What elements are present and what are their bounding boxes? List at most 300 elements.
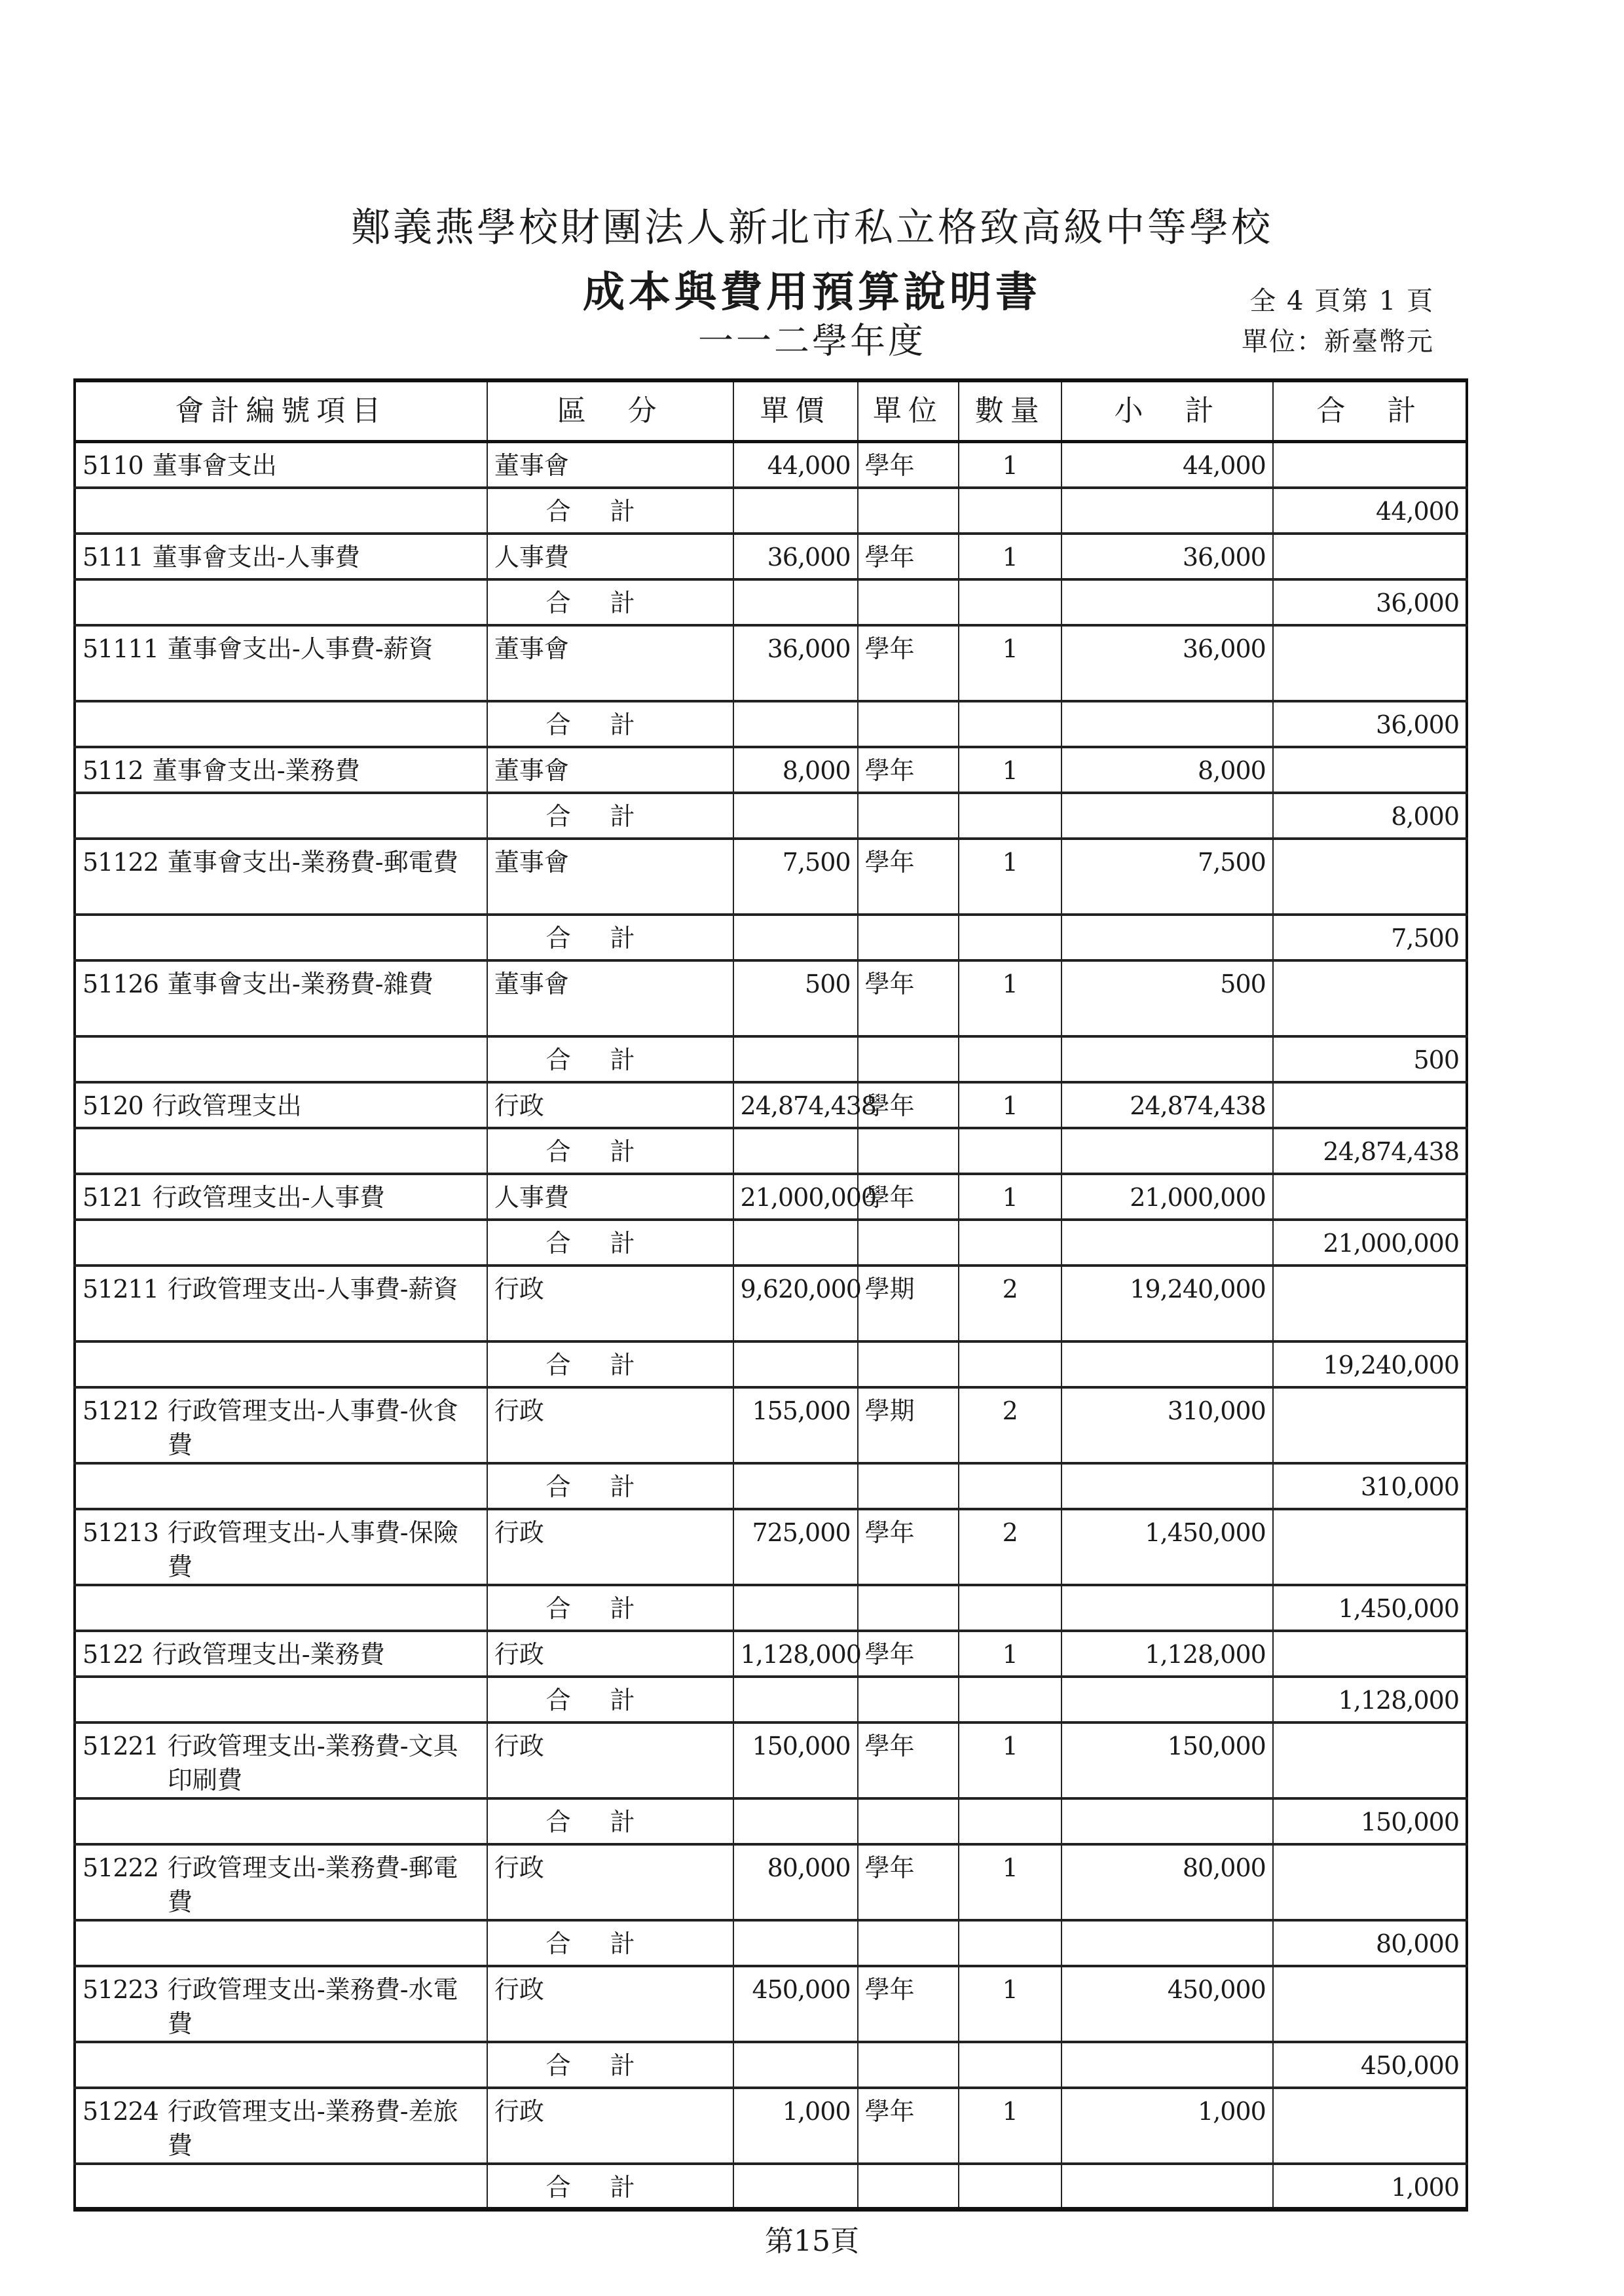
subtotal-row — [75, 1798, 1467, 1844]
page-info: 全 4 頁第 1 頁 — [1249, 286, 1434, 316]
account-name: 行政管理支出-業務費-文具印刷費 — [167, 1731, 458, 1795]
empty-cell — [959, 915, 1061, 960]
empty-cell — [959, 579, 1061, 625]
total-cell: 1,000 — [1273, 2164, 1467, 2210]
subtotal-cell: 500 — [1061, 960, 1273, 1036]
empty-cell — [858, 1677, 959, 1722]
account-code: 5110 — [83, 451, 143, 480]
item-cell — [75, 960, 487, 1036]
table-row — [75, 747, 1467, 793]
total-cell: 36,000 — [1273, 579, 1467, 625]
item-cell — [75, 1722, 487, 1798]
empty-cell — [733, 1920, 858, 1966]
subtotal-row — [75, 1677, 1467, 1722]
empty-cell — [733, 1463, 858, 1509]
empty-cell — [1061, 915, 1273, 960]
account-name: 行政管理支出-人事費-薪資 — [167, 1274, 458, 1303]
subtotal-cell: 1,000 — [1061, 2088, 1273, 2164]
quantity-cell: 2 — [959, 1509, 1061, 1585]
total-cell: 24,874,438 — [1273, 1128, 1467, 1174]
unit-cell: 學年 — [858, 839, 959, 915]
subtotal-row — [75, 1036, 1467, 1082]
empty-cell — [959, 1128, 1061, 1174]
empty-cell — [733, 488, 858, 534]
subtotal-cell: 7,500 — [1061, 839, 1273, 915]
total-cell: 310,000 — [1273, 1463, 1467, 1509]
total-cell-empty — [1273, 1509, 1467, 1585]
division-cell: 行政 — [487, 2088, 733, 2164]
item-cell — [75, 747, 487, 793]
unit-cell: 學年 — [858, 2088, 959, 2164]
total-cell: 1,450,000 — [1273, 1585, 1467, 1631]
empty-cell — [733, 701, 858, 747]
table-row — [75, 1722, 1467, 1798]
item-cell — [75, 534, 487, 579]
subtotal-label: 合計 — [487, 488, 733, 534]
empty-cell — [75, 488, 487, 534]
empty-cell — [959, 1798, 1061, 1844]
empty-cell — [959, 2042, 1061, 2088]
unit-price-cell: 7,500 — [733, 839, 858, 915]
account-code: 51126 — [83, 969, 158, 998]
total-cell: 19,240,000 — [1273, 1341, 1467, 1387]
table-row — [75, 1387, 1467, 1463]
item-label — [83, 632, 480, 666]
account-code: 51221 — [83, 1731, 158, 1760]
item-label — [83, 1729, 480, 1797]
empty-cell — [1061, 2164, 1273, 2210]
empty-cell — [733, 793, 858, 839]
empty-cell — [1061, 1585, 1273, 1631]
table-row — [75, 839, 1467, 915]
table-row — [75, 625, 1467, 701]
item-label — [83, 845, 480, 879]
unit-price-cell: 21,000,000 — [733, 1174, 858, 1220]
empty-cell — [733, 915, 858, 960]
total-cell-empty — [1273, 625, 1467, 701]
unit-price-cell: 9,620,000 — [733, 1266, 858, 1341]
subtotal-cell: 1,128,000 — [1061, 1631, 1273, 1677]
subtotal-row — [75, 579, 1467, 625]
account-name: 董事會支出 — [152, 451, 277, 480]
subtotal-cell: 24,874,438 — [1061, 1082, 1273, 1128]
division-cell: 董事會 — [487, 747, 733, 793]
table-row — [75, 1509, 1467, 1585]
empty-cell — [733, 1677, 858, 1722]
empty-cell — [75, 1677, 487, 1722]
subtotal-cell: 36,000 — [1061, 534, 1273, 579]
empty-cell — [733, 1128, 858, 1174]
unit-cell: 學年 — [858, 442, 959, 488]
empty-cell — [858, 2164, 959, 2210]
empty-cell — [858, 701, 959, 747]
division-cell: 行政 — [487, 1966, 733, 2042]
subtotal-row — [75, 1341, 1467, 1387]
total-cell-empty — [1273, 1631, 1467, 1677]
empty-cell — [858, 1128, 959, 1174]
account-code: 51122 — [83, 847, 158, 877]
account-name: 行政管理支出-人事費-伙食費 — [167, 1396, 458, 1459]
empty-cell — [733, 1798, 858, 1844]
empty-cell — [1061, 1798, 1273, 1844]
empty-cell — [858, 2042, 959, 2088]
subtotal-cell: 19,240,000 — [1061, 1266, 1273, 1341]
table-row — [75, 534, 1467, 579]
unit-cell: 學期 — [858, 1387, 959, 1463]
subtotal-row — [75, 1128, 1467, 1174]
empty-cell — [75, 915, 487, 960]
empty-cell — [733, 2164, 858, 2210]
subtotal-label: 合計 — [487, 1677, 733, 1722]
table-row — [75, 1266, 1467, 1341]
subtotal-label: 合計 — [487, 2042, 733, 2088]
item-label — [83, 1089, 480, 1123]
empty-cell — [75, 1463, 487, 1509]
empty-cell — [858, 1585, 959, 1631]
page-number: 第15頁 — [765, 2225, 859, 2258]
quantity-cell: 1 — [959, 1082, 1061, 1128]
unit-price-cell: 150,000 — [733, 1722, 858, 1798]
col-header-unit: 單位 — [858, 380, 959, 442]
subtotal-label: 合計 — [487, 915, 733, 960]
item-label — [83, 1516, 480, 1584]
empty-cell — [959, 488, 1061, 534]
total-cell-empty — [1273, 1387, 1467, 1463]
quantity-cell: 1 — [959, 442, 1061, 488]
total-cell: 36,000 — [1273, 701, 1467, 747]
total-cell-empty — [1273, 1174, 1467, 1220]
total-cell-empty — [1273, 1266, 1467, 1341]
total-cell-empty — [1273, 1082, 1467, 1128]
table-row — [75, 1631, 1467, 1677]
account-code: 5120 — [83, 1091, 143, 1120]
account-name: 行政管理支出-業務費-水電費 — [167, 1975, 458, 2038]
item-cell — [75, 839, 487, 915]
account-name: 行政管理支出 — [152, 1091, 302, 1120]
item-label — [83, 540, 480, 574]
subtotal-label: 合計 — [487, 1220, 733, 1266]
item-label — [83, 448, 480, 483]
table-row — [75, 2088, 1467, 2164]
unit-price-cell: 44,000 — [733, 442, 858, 488]
division-cell: 董事會 — [487, 960, 733, 1036]
account-code: 5112 — [83, 756, 143, 785]
empty-cell — [1061, 2042, 1273, 2088]
col-header-quantity: 數量 — [959, 380, 1061, 442]
organization-title: 鄭義燕學校財團法人新北市私立格致高級中等學校 — [351, 205, 1273, 251]
account-code: 51211 — [83, 1274, 158, 1303]
account-name: 行政管理支出-人事費 — [152, 1182, 385, 1212]
total-cell-empty — [1273, 1722, 1467, 1798]
empty-cell — [858, 1463, 959, 1509]
table-row — [75, 1844, 1467, 1920]
total-cell: 450,000 — [1273, 2042, 1467, 2088]
total-cell-empty — [1273, 839, 1467, 915]
total-cell: 150,000 — [1273, 1798, 1467, 1844]
unit-cell: 學年 — [858, 1844, 959, 1920]
empty-cell — [959, 1677, 1061, 1722]
empty-cell — [75, 579, 487, 625]
col-header-unit-price: 單價 — [733, 380, 858, 442]
unit-cell: 學年 — [858, 1174, 959, 1220]
empty-cell — [858, 488, 959, 534]
empty-cell — [858, 579, 959, 625]
item-cell — [75, 1631, 487, 1677]
account-code: 51213 — [83, 1518, 158, 1547]
empty-cell — [1061, 488, 1273, 534]
subtotal-label: 合計 — [487, 1341, 733, 1387]
col-header-subtotal: 小 計 — [1061, 380, 1273, 442]
item-cell — [75, 2088, 487, 2164]
empty-cell — [858, 915, 959, 960]
item-label — [83, 1394, 480, 1462]
quantity-cell: 1 — [959, 2088, 1061, 2164]
empty-cell — [858, 1920, 959, 1966]
account-code: 5121 — [83, 1182, 143, 1212]
account-code: 5122 — [83, 1639, 143, 1669]
empty-cell — [1061, 1920, 1273, 1966]
account-code: 5111 — [83, 542, 143, 572]
total-cell-empty — [1273, 960, 1467, 1036]
quantity-cell: 2 — [959, 1387, 1061, 1463]
subtotal-cell: 36,000 — [1061, 625, 1273, 701]
table-row — [75, 442, 1467, 488]
subtotal-row — [75, 1220, 1467, 1266]
quantity-cell: 1 — [959, 625, 1061, 701]
quantity-cell: 1 — [959, 1966, 1061, 2042]
total-cell: 1,128,000 — [1273, 1677, 1467, 1722]
subtotal-cell: 150,000 — [1061, 1722, 1273, 1798]
item-label — [83, 1637, 480, 1671]
col-header-total: 合 計 — [1273, 380, 1467, 442]
empty-cell — [75, 1920, 487, 1966]
subtotal-label: 合計 — [487, 2164, 733, 2210]
subtotal-cell: 310,000 — [1061, 1387, 1273, 1463]
division-cell: 人事費 — [487, 1174, 733, 1220]
empty-cell — [1061, 1220, 1273, 1266]
division-cell: 董事會 — [487, 442, 733, 488]
unit-price-cell: 725,000 — [733, 1509, 858, 1585]
item-cell — [75, 625, 487, 701]
subtotal-row — [75, 488, 1467, 534]
empty-cell — [858, 1220, 959, 1266]
item-label — [83, 754, 480, 788]
unit-cell: 學年 — [858, 960, 959, 1036]
table-row — [75, 960, 1467, 1036]
subtotal-row — [75, 1463, 1467, 1509]
empty-cell — [1061, 1677, 1273, 1722]
table-body — [75, 442, 1467, 2210]
subtotal-label: 合計 — [487, 701, 733, 747]
subtotal-label: 合計 — [487, 579, 733, 625]
subtotal-row — [75, 2042, 1467, 2088]
total-cell-empty — [1273, 442, 1467, 488]
empty-cell — [733, 1585, 858, 1631]
unit-cell: 學年 — [858, 534, 959, 579]
account-code: 51212 — [83, 1396, 158, 1425]
empty-cell — [959, 1920, 1061, 1966]
empty-cell — [75, 1128, 487, 1174]
subtotal-row — [75, 915, 1467, 960]
empty-cell — [959, 1036, 1061, 1082]
quantity-cell: 1 — [959, 1844, 1061, 1920]
subtotal-cell: 44,000 — [1061, 442, 1273, 488]
empty-cell — [733, 2042, 858, 2088]
subtotal-label: 合計 — [487, 1585, 733, 1631]
table-row — [75, 1966, 1467, 2042]
col-header-division: 區 分 — [487, 380, 733, 442]
empty-cell — [858, 1036, 959, 1082]
item-cell — [75, 1174, 487, 1220]
empty-cell — [733, 579, 858, 625]
unit-price-cell: 1,128,000 — [733, 1631, 858, 1677]
division-cell: 行政 — [487, 1509, 733, 1585]
empty-cell — [75, 2164, 487, 2210]
subtotal-label: 合計 — [487, 1128, 733, 1174]
total-cell-empty — [1273, 534, 1467, 579]
subtotal-row — [75, 701, 1467, 747]
quantity-cell: 1 — [959, 960, 1061, 1036]
empty-cell — [1061, 793, 1273, 839]
account-name: 董事會支出-業務費-郵電費 — [167, 847, 458, 877]
subtotal-label: 合計 — [487, 793, 733, 839]
empty-cell — [959, 1341, 1061, 1387]
total-cell: 44,000 — [1273, 488, 1467, 534]
subtotal-cell: 1,450,000 — [1061, 1509, 1273, 1585]
empty-cell — [858, 1798, 959, 1844]
quantity-cell: 1 — [959, 1174, 1061, 1220]
account-code: 51222 — [83, 1853, 158, 1882]
item-label — [83, 967, 480, 1001]
empty-cell — [959, 793, 1061, 839]
currency-unit: 單位：新臺幣元 — [1242, 327, 1434, 357]
subtotal-label: 合計 — [487, 1798, 733, 1844]
academic-year: 一一二學年度 — [698, 320, 926, 361]
item-cell — [75, 442, 487, 488]
division-cell: 行政 — [487, 1082, 733, 1128]
empty-cell — [1061, 1341, 1273, 1387]
division-cell: 行政 — [487, 1722, 733, 1798]
item-cell — [75, 1266, 487, 1341]
subtotal-cell: 21,000,000 — [1061, 1174, 1273, 1220]
empty-cell — [1061, 579, 1273, 625]
empty-cell — [75, 1036, 487, 1082]
col-header-item: 會計編號項目 — [75, 380, 487, 442]
unit-cell: 學年 — [858, 1631, 959, 1677]
unit-cell: 學年 — [858, 625, 959, 701]
division-cell: 行政 — [487, 1387, 733, 1463]
empty-cell — [75, 1341, 487, 1387]
empty-cell — [959, 1220, 1061, 1266]
account-code: 51224 — [83, 2096, 158, 2126]
empty-cell — [733, 1341, 858, 1387]
account-name: 董事會支出-業務費 — [152, 756, 360, 785]
empty-cell — [75, 793, 487, 839]
item-label — [83, 1180, 480, 1214]
total-cell-empty — [1273, 1966, 1467, 2042]
unit-price-cell: 80,000 — [733, 1844, 858, 1920]
account-code: 51111 — [83, 634, 158, 663]
unit-cell: 學期 — [858, 1266, 959, 1341]
item-cell — [75, 1966, 487, 2042]
unit-cell: 學年 — [858, 1966, 959, 2042]
unit-price-cell: 36,000 — [733, 625, 858, 701]
unit-cell: 學年 — [858, 1509, 959, 1585]
empty-cell — [858, 793, 959, 839]
empty-cell — [75, 1798, 487, 1844]
unit-price-cell: 8,000 — [733, 747, 858, 793]
item-cell — [75, 1082, 487, 1128]
account-name: 行政管理支出-人事費-保險費 — [167, 1518, 458, 1581]
empty-cell — [733, 1036, 858, 1082]
empty-cell — [1061, 701, 1273, 747]
document-title: 成本與費用預算說明書 — [583, 268, 1041, 317]
empty-cell — [959, 1463, 1061, 1509]
empty-cell — [959, 701, 1061, 747]
quantity-cell: 1 — [959, 1722, 1061, 1798]
account-name: 董事會支出-業務費-雜費 — [167, 969, 434, 998]
quantity-cell: 1 — [959, 1631, 1061, 1677]
table-row — [75, 1082, 1467, 1128]
unit-price-cell: 500 — [733, 960, 858, 1036]
unit-cell: 學年 — [858, 1082, 959, 1128]
item-cell — [75, 1509, 487, 1585]
empty-cell — [75, 2042, 487, 2088]
division-cell: 行政 — [487, 1631, 733, 1677]
subtotal-cell: 450,000 — [1061, 1966, 1273, 2042]
quantity-cell: 2 — [959, 1266, 1061, 1341]
quantity-cell: 1 — [959, 747, 1061, 793]
total-cell: 21,000,000 — [1273, 1220, 1467, 1266]
subtotal-row — [75, 793, 1467, 839]
division-cell: 行政 — [487, 1844, 733, 1920]
item-cell — [75, 1844, 487, 1920]
division-cell: 董事會 — [487, 625, 733, 701]
account-name: 董事會支出-人事費-薪資 — [167, 634, 434, 663]
quantity-cell: 1 — [959, 534, 1061, 579]
unit-price-cell: 36,000 — [733, 534, 858, 579]
item-label — [83, 2094, 480, 2162]
empty-cell — [959, 1585, 1061, 1631]
empty-cell — [1061, 1128, 1273, 1174]
unit-cell: 學年 — [858, 747, 959, 793]
total-cell-empty — [1273, 2088, 1467, 2164]
empty-cell — [75, 1220, 487, 1266]
item-cell — [75, 1387, 487, 1463]
account-name: 董事會支出-人事費 — [152, 542, 360, 572]
empty-cell — [1061, 1463, 1273, 1509]
subtotal-row — [75, 2164, 1467, 2210]
division-cell: 行政 — [487, 1266, 733, 1341]
table-row — [75, 1174, 1467, 1220]
subtotal-label: 合計 — [487, 1036, 733, 1082]
subtotal-cell: 8,000 — [1061, 747, 1273, 793]
subtotal-row — [75, 1920, 1467, 1966]
unit-price-cell: 155,000 — [733, 1387, 858, 1463]
division-cell: 人事費 — [487, 534, 733, 579]
total-cell: 8,000 — [1273, 793, 1467, 839]
subtotal-label: 合計 — [487, 1920, 733, 1966]
total-cell-empty — [1273, 747, 1467, 793]
total-cell: 500 — [1273, 1036, 1467, 1082]
empty-cell — [1061, 1036, 1273, 1082]
account-code: 51223 — [83, 1975, 158, 2004]
item-label — [83, 1851, 480, 1919]
quantity-cell: 1 — [959, 839, 1061, 915]
account-name: 行政管理支出-業務費-郵電費 — [167, 1853, 458, 1916]
account-name: 行政管理支出-業務費-差旅費 — [167, 2096, 458, 2160]
empty-cell — [75, 701, 487, 747]
